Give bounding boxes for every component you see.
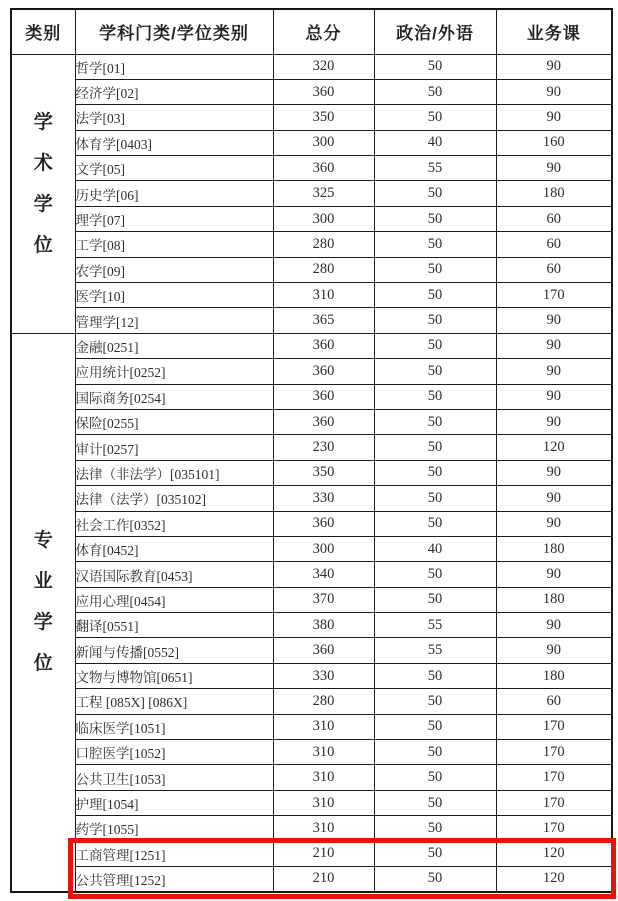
total-score-cell: 325 bbox=[273, 181, 374, 206]
business-course-cell: 90 bbox=[496, 460, 612, 485]
subject-cell: 法律（法学）[035102] bbox=[75, 486, 273, 511]
table-row bbox=[11, 232, 612, 257]
politics-foreign-cell: 40 bbox=[374, 130, 496, 155]
total-score-cell: 360 bbox=[273, 79, 374, 104]
total-score-cell: 360 bbox=[273, 638, 374, 663]
business-course-cell: 180 bbox=[496, 536, 612, 561]
subject-cell: 历史学[06] bbox=[75, 181, 273, 206]
category-char: 专 bbox=[33, 530, 53, 552]
business-course-cell: 90 bbox=[496, 308, 612, 333]
table-row bbox=[11, 79, 612, 104]
table-row bbox=[11, 105, 612, 130]
politics-foreign-cell: 50 bbox=[374, 181, 496, 206]
section-category-label bbox=[12, 531, 75, 673]
politics-foreign-cell: 55 bbox=[374, 638, 496, 663]
table-row bbox=[11, 54, 612, 79]
business-course-cell: 90 bbox=[496, 333, 612, 358]
business-course-cell: 170 bbox=[496, 283, 612, 308]
politics-foreign-cell: 55 bbox=[374, 613, 496, 638]
table-row bbox=[11, 587, 612, 612]
subject-cell: 临床医学[1051] bbox=[75, 714, 273, 739]
business-course-cell: 180 bbox=[496, 587, 612, 612]
politics-foreign-cell: 50 bbox=[374, 511, 496, 536]
subject-cell: 工学[08] bbox=[75, 232, 273, 257]
business-course-cell: 90 bbox=[496, 638, 612, 663]
politics-foreign-cell: 50 bbox=[374, 587, 496, 612]
business-course-cell: 120 bbox=[496, 867, 612, 892]
table-row bbox=[11, 714, 612, 739]
total-score-cell: 360 bbox=[273, 333, 374, 358]
total-score-cell: 330 bbox=[273, 663, 374, 688]
table-row bbox=[11, 130, 612, 155]
table-row bbox=[11, 257, 612, 282]
subject-cell: 体育学[0403] bbox=[75, 130, 273, 155]
politics-foreign-cell: 50 bbox=[374, 409, 496, 434]
total-score-cell: 360 bbox=[273, 511, 374, 536]
politics-foreign-cell: 50 bbox=[374, 867, 496, 892]
politics-foreign-cell: 50 bbox=[374, 333, 496, 358]
subject-cell: 体育[0452] bbox=[75, 536, 273, 561]
table-row bbox=[11, 613, 612, 638]
subject-cell: 应用心理[0454] bbox=[75, 587, 273, 612]
subject-cell: 金融[0251] bbox=[75, 333, 273, 358]
business-course-cell: 170 bbox=[496, 740, 612, 765]
business-course-cell: 90 bbox=[496, 156, 612, 181]
table-row bbox=[11, 765, 612, 790]
subject-cell: 应用统计[0252] bbox=[75, 359, 273, 384]
subject-cell: 保险[0255] bbox=[75, 409, 273, 434]
header-category: 类别 bbox=[11, 9, 75, 54]
politics-foreign-cell: 50 bbox=[374, 308, 496, 333]
politics-foreign-cell: 50 bbox=[374, 689, 496, 714]
business-course-cell: 160 bbox=[496, 130, 612, 155]
subject-cell: 药学[1055] bbox=[75, 816, 273, 841]
politics-foreign-cell: 50 bbox=[374, 460, 496, 485]
subject-cell: 工商管理[1251] bbox=[75, 841, 273, 866]
table-row bbox=[11, 536, 612, 561]
total-score-cell: 365 bbox=[273, 308, 374, 333]
table-row bbox=[11, 156, 612, 181]
table-row bbox=[11, 283, 612, 308]
header-subject: 学科门类/学位类别 bbox=[75, 9, 273, 54]
total-score-cell: 350 bbox=[273, 105, 374, 130]
politics-foreign-cell: 50 bbox=[374, 105, 496, 130]
category-char: 业 bbox=[33, 571, 53, 593]
header-row bbox=[11, 9, 612, 54]
subject-cell: 农学[09] bbox=[75, 257, 273, 282]
politics-foreign-cell: 50 bbox=[374, 384, 496, 409]
category-char: 术 bbox=[33, 152, 53, 174]
subject-cell: 法学[03] bbox=[75, 105, 273, 130]
table-header bbox=[11, 9, 612, 54]
politics-foreign-cell: 50 bbox=[374, 740, 496, 765]
business-course-cell: 90 bbox=[496, 54, 612, 79]
subject-cell: 文物与博物馆[0651] bbox=[75, 663, 273, 688]
politics-foreign-cell: 40 bbox=[374, 536, 496, 561]
subject-cell: 护理[1054] bbox=[75, 790, 273, 815]
subject-cell: 工程 [085X] [086X] bbox=[75, 689, 273, 714]
politics-foreign-cell: 50 bbox=[374, 790, 496, 815]
subject-cell: 经济学[02] bbox=[75, 79, 273, 104]
total-score-cell: 310 bbox=[273, 790, 374, 815]
table-row bbox=[11, 206, 612, 231]
total-score-cell: 360 bbox=[273, 156, 374, 181]
total-score-cell: 350 bbox=[273, 460, 374, 485]
table-row bbox=[11, 384, 612, 409]
table-row bbox=[11, 409, 612, 434]
total-score-cell: 340 bbox=[273, 562, 374, 587]
score-table bbox=[10, 8, 613, 893]
business-course-cell: 120 bbox=[496, 435, 612, 460]
total-score-cell: 310 bbox=[273, 765, 374, 790]
category-char: 学 bbox=[33, 612, 53, 634]
total-score-cell: 280 bbox=[273, 689, 374, 714]
header-total: 总分 bbox=[273, 9, 374, 54]
table-row bbox=[11, 511, 612, 536]
politics-foreign-cell: 55 bbox=[374, 156, 496, 181]
total-score-cell: 230 bbox=[273, 435, 374, 460]
table-row bbox=[11, 435, 612, 460]
business-course-cell: 90 bbox=[496, 359, 612, 384]
total-score-cell: 360 bbox=[273, 409, 374, 434]
business-course-cell: 170 bbox=[496, 765, 612, 790]
business-course-cell: 170 bbox=[496, 790, 612, 815]
politics-foreign-cell: 50 bbox=[374, 54, 496, 79]
total-score-cell: 310 bbox=[273, 283, 374, 308]
politics-foreign-cell: 50 bbox=[374, 486, 496, 511]
business-course-cell: 170 bbox=[496, 816, 612, 841]
subject-cell: 公共管理[1252] bbox=[75, 867, 273, 892]
table-row bbox=[11, 562, 612, 587]
business-course-cell: 90 bbox=[496, 511, 612, 536]
politics-foreign-cell: 50 bbox=[374, 816, 496, 841]
total-score-cell: 280 bbox=[273, 257, 374, 282]
total-score-cell: 280 bbox=[273, 232, 374, 257]
business-course-cell: 90 bbox=[496, 613, 612, 638]
subject-cell: 审计[0257] bbox=[75, 435, 273, 460]
business-course-cell: 90 bbox=[496, 105, 612, 130]
total-score-cell: 300 bbox=[273, 206, 374, 231]
total-score-cell: 360 bbox=[273, 359, 374, 384]
total-score-cell: 310 bbox=[273, 816, 374, 841]
politics-foreign-cell: 50 bbox=[374, 562, 496, 587]
total-score-cell: 210 bbox=[273, 867, 374, 892]
politics-foreign-cell: 50 bbox=[374, 714, 496, 739]
subject-cell: 哲学[01] bbox=[75, 54, 273, 79]
subject-cell: 翻译[0551] bbox=[75, 613, 273, 638]
subject-cell: 汉语国际教育[0453] bbox=[75, 562, 273, 587]
politics-foreign-cell: 50 bbox=[374, 663, 496, 688]
table-body bbox=[11, 54, 612, 892]
category-char: 位 bbox=[33, 653, 53, 675]
section-category-label bbox=[12, 113, 75, 255]
politics-foreign-cell: 50 bbox=[374, 283, 496, 308]
politics-foreign-cell: 50 bbox=[374, 359, 496, 384]
business-course-cell: 180 bbox=[496, 181, 612, 206]
total-score-cell: 370 bbox=[273, 587, 374, 612]
subject-cell: 文学[05] bbox=[75, 156, 273, 181]
category-char: 位 bbox=[33, 234, 53, 256]
category-char: 学 bbox=[33, 111, 53, 133]
total-score-cell: 320 bbox=[273, 54, 374, 79]
total-score-cell: 310 bbox=[273, 740, 374, 765]
politics-foreign-cell: 50 bbox=[374, 206, 496, 231]
header-business: 业务课 bbox=[496, 9, 612, 54]
politics-foreign-cell: 50 bbox=[374, 257, 496, 282]
table-row bbox=[11, 841, 612, 866]
total-score-cell: 310 bbox=[273, 714, 374, 739]
table-row bbox=[11, 816, 612, 841]
category-char: 学 bbox=[33, 193, 53, 215]
section-category-cell bbox=[11, 54, 75, 333]
business-course-cell: 90 bbox=[496, 384, 612, 409]
total-score-cell: 210 bbox=[273, 841, 374, 866]
subject-cell: 口腔医学[1052] bbox=[75, 740, 273, 765]
table-row bbox=[11, 460, 612, 485]
table-row bbox=[11, 486, 612, 511]
subject-cell: 新闻与传播[0552] bbox=[75, 638, 273, 663]
table-row bbox=[11, 181, 612, 206]
business-course-cell: 60 bbox=[496, 206, 612, 231]
business-course-cell: 60 bbox=[496, 257, 612, 282]
business-course-cell: 60 bbox=[496, 689, 612, 714]
table-row bbox=[11, 790, 612, 815]
politics-foreign-cell: 50 bbox=[374, 841, 496, 866]
total-score-cell: 380 bbox=[273, 613, 374, 638]
table-row bbox=[11, 663, 612, 688]
subject-cell: 公共卫生[1053] bbox=[75, 765, 273, 790]
politics-foreign-cell: 50 bbox=[374, 232, 496, 257]
politics-foreign-cell: 50 bbox=[374, 79, 496, 104]
total-score-cell: 360 bbox=[273, 384, 374, 409]
business-course-cell: 60 bbox=[496, 232, 612, 257]
business-course-cell: 90 bbox=[496, 486, 612, 511]
table-row bbox=[11, 689, 612, 714]
table-row bbox=[11, 638, 612, 663]
subject-cell: 理学[07] bbox=[75, 206, 273, 231]
total-score-cell: 300 bbox=[273, 536, 374, 561]
politics-foreign-cell: 50 bbox=[374, 435, 496, 460]
total-score-cell: 330 bbox=[273, 486, 374, 511]
business-course-cell: 170 bbox=[496, 714, 612, 739]
subject-cell: 社会工作[0352] bbox=[75, 511, 273, 536]
politics-foreign-cell: 50 bbox=[374, 765, 496, 790]
table-row bbox=[11, 740, 612, 765]
header-politics: 政治/外语 bbox=[374, 9, 496, 54]
business-course-cell: 120 bbox=[496, 841, 612, 866]
table-row bbox=[11, 359, 612, 384]
business-course-cell: 180 bbox=[496, 663, 612, 688]
table-row bbox=[11, 308, 612, 333]
total-score-cell: 300 bbox=[273, 130, 374, 155]
business-course-cell: 90 bbox=[496, 409, 612, 434]
table-row bbox=[11, 333, 612, 358]
section-category-cell bbox=[11, 333, 75, 892]
table-row bbox=[11, 867, 612, 892]
business-course-cell: 90 bbox=[496, 562, 612, 587]
subject-cell: 医学[10] bbox=[75, 283, 273, 308]
subject-cell: 管理学[12] bbox=[75, 308, 273, 333]
business-course-cell: 90 bbox=[496, 79, 612, 104]
subject-cell: 国际商务[0254] bbox=[75, 384, 273, 409]
subject-cell: 法律（非法学）[035101] bbox=[75, 460, 273, 485]
